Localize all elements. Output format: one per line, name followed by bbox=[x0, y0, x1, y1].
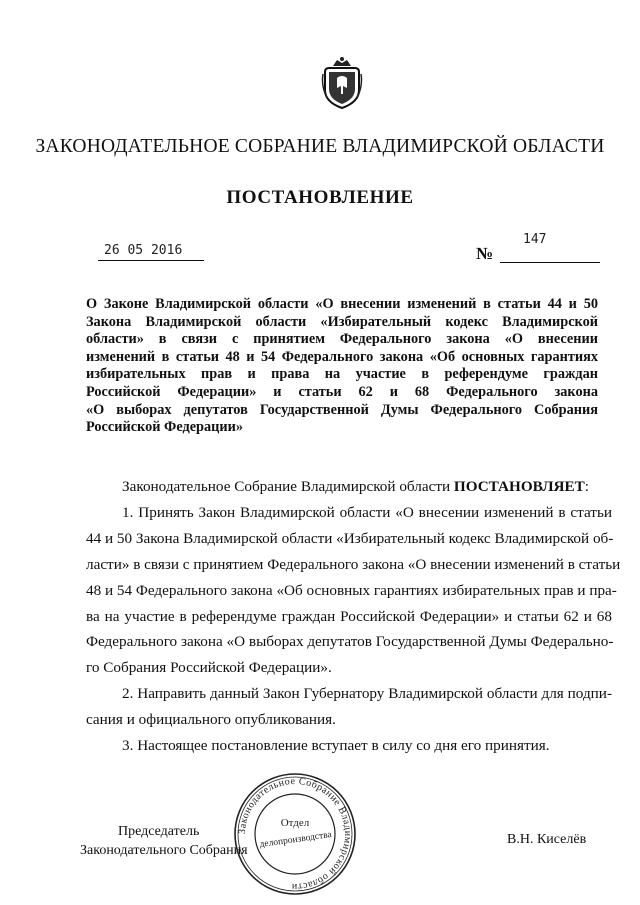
subject-line: Закона Владимирской области «Избирательный кодекс Владимирской bbox=[86, 313, 598, 330]
subject-line: «О выборах депутатов Государственной Думы Федерального Собрания bbox=[86, 401, 598, 418]
number-sign: № bbox=[476, 244, 494, 263]
paragraph-1-line: 44 и 50 Закона Владимирской области «Избирательный кодекс Владимирской об- bbox=[86, 529, 614, 547]
preamble bbox=[86, 474, 612, 500]
subject-line: Российской Федерации» bbox=[86, 419, 244, 436]
official-stamp bbox=[230, 770, 360, 898]
paragraph-2-line: 2. Направить данный Закон Губернатору Владимирской области для подпи- bbox=[122, 685, 612, 703]
preamble-text: Законодательное Собрание Владимирской области bbox=[122, 478, 454, 495]
stamp-center-line: делопроизводства bbox=[259, 830, 333, 851]
preamble-end: : bbox=[584, 478, 589, 495]
paragraph-1-line: Федерального закона «О выборах депутатов Государственной Думы Федерально- bbox=[86, 633, 614, 651]
preamble-keyword: ПОСТАНОВЛЯЕТ bbox=[453, 478, 585, 495]
organization-title: ЗАКОНОДАТЕЛЬНОЕ СОБРАНИЕ ВЛАДИМИРСКОЙ ОБЛАСТИ bbox=[35, 136, 605, 157]
coat-of-arms-icon bbox=[321, 54, 363, 110]
paragraph-2-line: сания и официального опубликования. bbox=[86, 711, 336, 729]
document-type: ПОСТАНОВЛЕНИЕ bbox=[226, 187, 414, 208]
subject-line: области» в связи с принятием Федерального закона «О внесении bbox=[86, 331, 598, 348]
document-number: 147 bbox=[523, 232, 547, 247]
signatory-role bbox=[80, 822, 248, 860]
document-body bbox=[86, 474, 621, 759]
number-underline bbox=[500, 262, 600, 263]
signatory-role-line: Законодательного Собрания bbox=[80, 843, 248, 858]
svg-text:Законодательное Собрание Влади bbox=[237, 776, 353, 892]
paragraph-1-line: го Собрания Российской Федерации». bbox=[86, 659, 332, 677]
stamp-center-line: Отдел bbox=[280, 817, 310, 829]
paragraph-1-line: ва на участие в референдуме граждан Российской Федерации» и статьи 62 и 68 bbox=[86, 607, 612, 625]
document-subject bbox=[86, 296, 598, 437]
signatory-role-line: Председатель bbox=[118, 824, 200, 839]
paragraph-1-line: 48 и 54 Федерального закона «Об основных гарантиях избирательных прав и пра- bbox=[86, 581, 617, 599]
paragraph-3: 3. Настоящее постановление вступает в силу со дня его принятия. bbox=[122, 737, 550, 755]
paragraph-1-line: 1. Принять Закон Владимирской области «О внесении изменений в статьи bbox=[122, 503, 612, 521]
document-date: 26 05 2016 bbox=[98, 243, 204, 261]
signatory-name: В.Н. Киселёв bbox=[507, 832, 587, 847]
paragraph-1-line: ласти» в связи с принятием Федерального закона «О внесении изменений в статьи bbox=[86, 555, 621, 573]
subject-line: Российской Федерации» и статьи 62 и 68 Федерального закона bbox=[86, 383, 598, 400]
subject-line: изменений в статьи 48 и 54 Федерального закона «Об основных гарантиях bbox=[86, 348, 598, 365]
stamp-ring-text: Законодательное Собрание Владимирской области bbox=[236, 775, 354, 893]
subject-line: О Законе Владимирской области «О внесении изменений в статьи 44 и 50 bbox=[86, 296, 598, 312]
subject-line: избирательных прав и права на участие в референдуме граждан bbox=[86, 366, 598, 383]
